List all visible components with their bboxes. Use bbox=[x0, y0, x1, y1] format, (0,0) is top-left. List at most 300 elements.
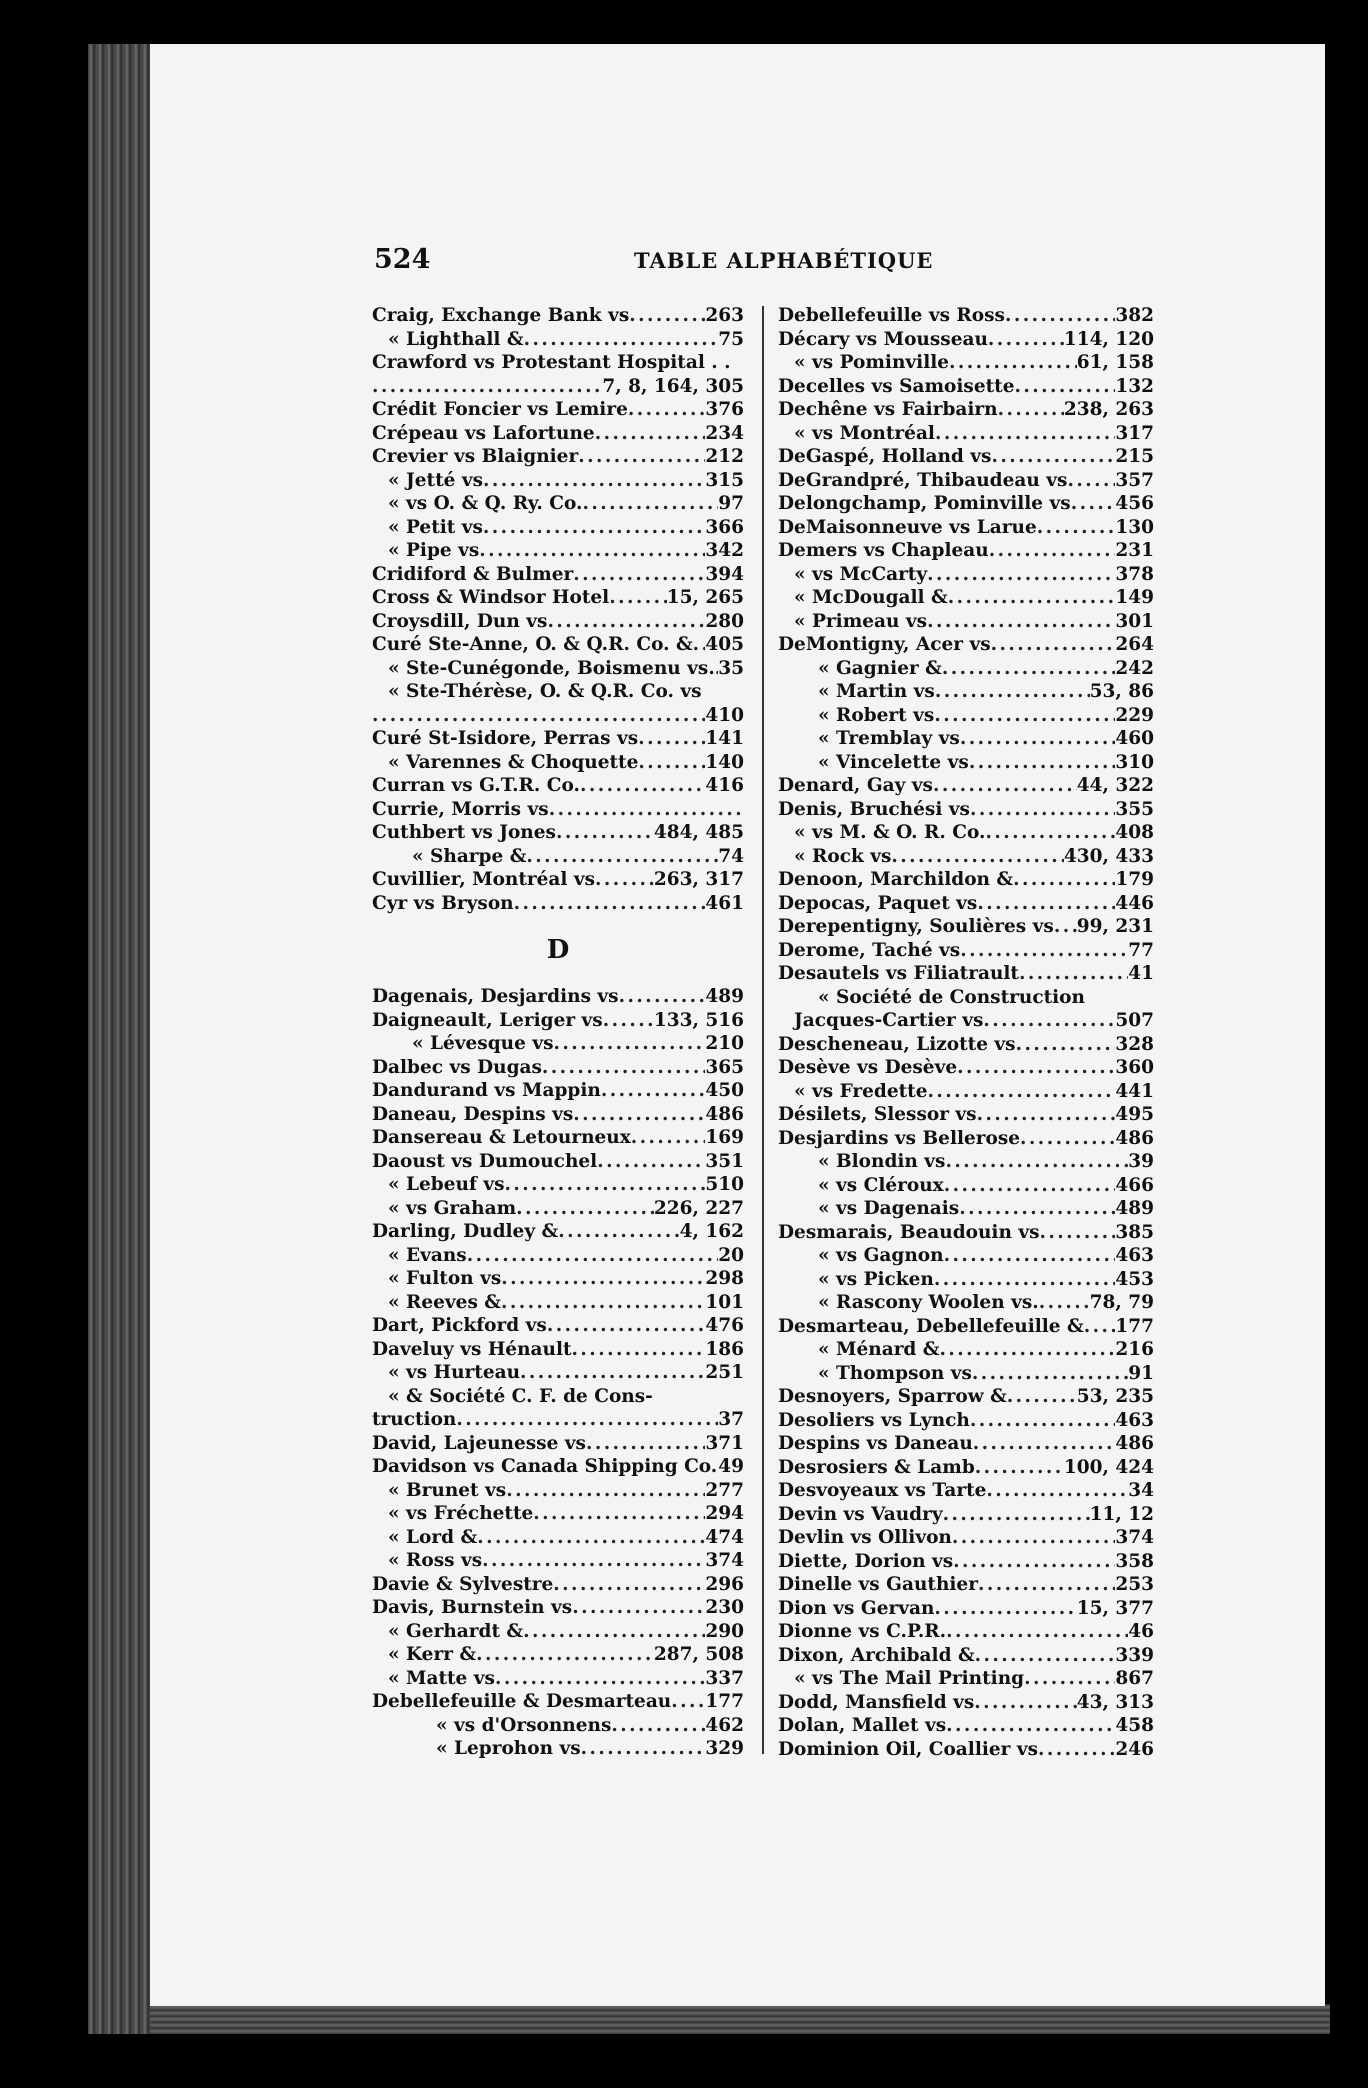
entry-page-ref: 20 bbox=[718, 1244, 744, 1266]
entry-page-ref: 486 bbox=[1115, 1433, 1154, 1454]
entry-page-ref: 242 bbox=[1115, 657, 1154, 679]
entry-label: DeGrandpré, Thibaudeau vs bbox=[778, 469, 1068, 491]
index-entry bbox=[778, 1338, 1154, 1362]
leader-dots bbox=[547, 1314, 706, 1338]
index-entry bbox=[372, 1150, 744, 1174]
entry-page-ref: 133, 516 bbox=[653, 1009, 744, 1031]
running-title: TABLE ALPHABÉTIQUE bbox=[634, 248, 934, 273]
leader-dots bbox=[597, 1150, 705, 1174]
leader-dots bbox=[582, 492, 718, 516]
index-entry bbox=[372, 1714, 744, 1738]
entry-label: Delongchamp, Pominville vs bbox=[778, 493, 1071, 514]
entry-label: Crépeau vs Lafortune bbox=[372, 422, 595, 444]
page-number: 524 bbox=[374, 244, 431, 275]
leader-dots bbox=[986, 1479, 1128, 1503]
entry-page-ref: 149 bbox=[1115, 587, 1154, 608]
entry-page-ref: 337 bbox=[705, 1667, 744, 1689]
entry-page-ref: 462 bbox=[705, 1714, 744, 1736]
index-entry bbox=[778, 1691, 1154, 1715]
index-entry bbox=[372, 680, 744, 704]
index-entry bbox=[372, 610, 744, 634]
index-entry bbox=[778, 774, 1154, 798]
index-entry bbox=[372, 1643, 744, 1667]
entry-label: Davis, Burnstein vs bbox=[372, 1597, 573, 1618]
index-entry bbox=[372, 422, 744, 446]
index-entry bbox=[778, 328, 1154, 352]
leader-dots bbox=[556, 821, 654, 845]
entry-label: « Lord & bbox=[388, 1526, 478, 1548]
entry-label: « vs Cléroux bbox=[818, 1174, 944, 1196]
entry-page-ref: 97 bbox=[718, 493, 744, 514]
index-entry bbox=[372, 1009, 744, 1033]
entry-page-ref: 486 bbox=[705, 1103, 744, 1125]
entry-label: « Pipe vs bbox=[388, 540, 480, 561]
entry-label: « vs Fredette bbox=[794, 1080, 928, 1102]
index-entry bbox=[372, 1220, 744, 1244]
entry-label: Desmarteau, Debellefeuille & bbox=[778, 1315, 1084, 1337]
entry-page-ref: 358 bbox=[1115, 1550, 1154, 1572]
leader-dots bbox=[1054, 915, 1077, 939]
entry-label: « Robert vs bbox=[818, 704, 935, 726]
entry-page-ref: 296 bbox=[705, 1573, 744, 1595]
entry-page-ref: 360 bbox=[1115, 1057, 1154, 1078]
entry-page-ref: 287, 508 bbox=[653, 1644, 744, 1665]
index-entry bbox=[372, 1291, 744, 1315]
entry-label: « Ste-Cunégonde, Boismenu vs. bbox=[388, 657, 715, 679]
entry-label: Debellefeuille vs Ross bbox=[778, 305, 1005, 326]
entry-label: Cross & Windsor Hotel bbox=[372, 587, 610, 608]
entry-label: « Rascony Woolen vs. bbox=[818, 1292, 1039, 1313]
leader-dots bbox=[952, 1526, 1116, 1550]
leader-dots bbox=[945, 1150, 1128, 1174]
leader-dots bbox=[629, 304, 705, 328]
entry-page-ref: 394 bbox=[705, 563, 744, 585]
index-entry bbox=[372, 727, 744, 751]
leader-dots bbox=[974, 1691, 1076, 1715]
entry-label: Dixon, Archibald & bbox=[778, 1644, 975, 1666]
entry-page-ref: 263, 317 bbox=[653, 869, 744, 890]
entry-label: « vs Hurteau bbox=[388, 1362, 521, 1383]
entry-page-ref: 374 bbox=[1115, 1527, 1154, 1548]
leader-dots bbox=[973, 1432, 1116, 1456]
entry-label: Crevier vs Blaignier bbox=[372, 446, 579, 467]
entry-page-ref: 301 bbox=[1115, 610, 1154, 632]
entry-page-ref: 351 bbox=[705, 1150, 744, 1172]
leader-dots bbox=[927, 563, 1115, 587]
index-entry bbox=[778, 845, 1154, 869]
index-entry bbox=[778, 1597, 1154, 1621]
entry-label: « Lighthall & bbox=[388, 328, 524, 350]
entry-page-ref: 298 bbox=[705, 1268, 744, 1289]
leader-dots bbox=[946, 1714, 1115, 1738]
leader-dots bbox=[959, 1197, 1115, 1221]
index-entry bbox=[778, 610, 1154, 634]
index-entry bbox=[778, 1409, 1154, 1433]
leader-dots bbox=[944, 1244, 1116, 1268]
leader-dots bbox=[891, 845, 1063, 869]
leader-dots bbox=[586, 1432, 705, 1456]
index-entry bbox=[372, 1737, 744, 1761]
entry-page-ref: 130 bbox=[1115, 516, 1154, 538]
index-entry bbox=[372, 751, 744, 775]
entry-label: Curran vs G.T.R. Co. bbox=[372, 775, 580, 796]
index-entry bbox=[372, 1455, 744, 1479]
index-entry bbox=[778, 1385, 1154, 1409]
leader-dots bbox=[1039, 1291, 1090, 1315]
entry-label: « vs Gagnon bbox=[818, 1245, 944, 1266]
index-entry bbox=[372, 985, 744, 1009]
leader-dots bbox=[988, 328, 1064, 352]
entry-label: Davidson vs Canada Shipping Co. bbox=[372, 1456, 718, 1477]
leader-dots bbox=[671, 1690, 705, 1714]
entry-page-ref: 15, 265 bbox=[666, 587, 744, 608]
entry-page-ref: 339 bbox=[1115, 1644, 1154, 1666]
entry-page-ref: 453 bbox=[1115, 1268, 1154, 1290]
entry-label: Dominion Oil, Coallier vs bbox=[778, 1738, 1039, 1760]
leader-dots bbox=[477, 1526, 705, 1550]
entry-label: « Brunet vs bbox=[388, 1479, 507, 1501]
leader-dots bbox=[960, 727, 1116, 751]
entry-page-ref: 43, 313 bbox=[1076, 1691, 1154, 1713]
leader-dots bbox=[631, 1126, 706, 1150]
entry-page-ref: 132 bbox=[1115, 375, 1154, 397]
index-entry bbox=[372, 798, 744, 822]
entry-page-ref: 15, 377 bbox=[1076, 1597, 1154, 1619]
entry-label: truction bbox=[372, 1409, 457, 1430]
index-entry bbox=[372, 492, 744, 516]
index-entry bbox=[372, 1244, 744, 1268]
entry-label: Desnoyers, Sparrow & bbox=[778, 1386, 1007, 1407]
leader-dots bbox=[467, 1244, 719, 1268]
entry-label: « Evans bbox=[388, 1244, 467, 1266]
entry-page-ref: 328 bbox=[1115, 1033, 1154, 1055]
entry-label: Cridiford & Bulmer bbox=[372, 563, 574, 585]
leader-dots bbox=[628, 398, 706, 422]
leader-dots bbox=[934, 704, 1115, 728]
index-entry bbox=[372, 1573, 744, 1597]
index-entry bbox=[778, 962, 1154, 986]
leader-dots bbox=[516, 1197, 654, 1221]
index-entry bbox=[372, 1197, 744, 1221]
entry-label: « vs McCarty bbox=[794, 563, 928, 585]
entry-page-ref: 7, 8, 164, 305 bbox=[602, 375, 744, 397]
index-entry bbox=[778, 1456, 1154, 1480]
leader-dots bbox=[927, 610, 1115, 634]
entry-page-ref: 212 bbox=[705, 446, 744, 467]
entry-label: Dion vs Gervan bbox=[778, 1597, 935, 1619]
section-letter: D bbox=[546, 935, 570, 965]
index-entry bbox=[372, 304, 744, 328]
entry-label: « Fulton vs bbox=[388, 1268, 502, 1289]
leader-dots bbox=[549, 798, 744, 822]
entry-page-ref: 430, 433 bbox=[1063, 845, 1154, 867]
entry-label: « Société de Construction bbox=[818, 986, 1085, 1008]
leader-dots bbox=[975, 1644, 1116, 1668]
index-entry bbox=[778, 1550, 1154, 1574]
leader-dots bbox=[595, 868, 654, 892]
entry-page-ref: 49 bbox=[718, 1456, 744, 1477]
entry-page-ref: 75 bbox=[718, 328, 744, 350]
leader-dots bbox=[619, 985, 706, 1009]
entry-label: Currie, Morris vs bbox=[372, 798, 549, 820]
entry-label: Daoust vs Dumouchel bbox=[372, 1150, 598, 1172]
entry-label: « vs The Mail Printing bbox=[794, 1668, 1025, 1689]
leader-dots bbox=[935, 422, 1115, 446]
index-entry bbox=[778, 939, 1154, 963]
leader-dots bbox=[970, 1409, 1116, 1433]
index-entry bbox=[778, 821, 1154, 845]
entry-label: Daneau, Despins vs bbox=[372, 1103, 574, 1125]
entry-page-ref: 484, 485 bbox=[653, 822, 744, 843]
leader-dots bbox=[580, 774, 705, 798]
leader-dots bbox=[553, 1573, 705, 1597]
entry-page-ref: 489 bbox=[705, 986, 744, 1007]
entry-page-ref: 177 bbox=[705, 1691, 744, 1712]
index-entry bbox=[778, 422, 1154, 446]
entry-page-ref: 35 bbox=[718, 657, 744, 679]
index-entry bbox=[778, 1526, 1154, 1550]
column-divider bbox=[762, 306, 764, 1754]
entry-page-ref: 365 bbox=[705, 1056, 744, 1078]
leader-dots bbox=[506, 1479, 705, 1503]
entry-label: « Vincelette vs bbox=[818, 751, 969, 773]
entry-page-ref: 37 bbox=[718, 1409, 744, 1430]
entry-label: « Reeves & bbox=[388, 1291, 501, 1313]
index-entry bbox=[372, 1479, 744, 1503]
leader-dots bbox=[573, 1103, 705, 1127]
entry-page-ref: 141 bbox=[705, 728, 744, 749]
entry-label: « Sharpe & bbox=[412, 845, 527, 867]
index-entry bbox=[778, 563, 1154, 587]
index-entry bbox=[372, 657, 744, 681]
entry-label: Devin vs Vaudry bbox=[778, 1503, 943, 1525]
entry-label: Davie & Sylvestre bbox=[372, 1573, 554, 1595]
entry-label: « Tremblay vs bbox=[818, 728, 960, 749]
index-entry bbox=[372, 1432, 744, 1456]
entry-page-ref: 317 bbox=[1115, 422, 1154, 444]
entry-label: Desrosiers & Lamb bbox=[778, 1456, 975, 1478]
entry-label: Désilets, Slessor vs bbox=[778, 1104, 977, 1125]
index-entry bbox=[778, 892, 1154, 916]
entry-label: Cuvillier, Montréal vs bbox=[372, 869, 596, 890]
entry-label: Desvoyeaux vs Tarte bbox=[778, 1480, 987, 1501]
entry-label: Craig, Exchange Bank vs bbox=[372, 305, 630, 326]
entry-page-ref: 238, 263 bbox=[1063, 399, 1154, 420]
leader-dots bbox=[533, 1502, 705, 1526]
leader-dots bbox=[1005, 304, 1115, 328]
entry-page-ref: 446 bbox=[1115, 892, 1154, 914]
leader-dots bbox=[985, 821, 1115, 845]
entry-label: Desoliers vs Lynch bbox=[778, 1409, 970, 1431]
leader-dots bbox=[1013, 868, 1115, 892]
index-entry bbox=[778, 1033, 1154, 1057]
leader-dots bbox=[960, 939, 1128, 963]
entry-page-ref: 74 bbox=[718, 845, 744, 867]
index-entry bbox=[778, 798, 1154, 822]
entry-label: DeMontigny, Acer vs bbox=[778, 634, 991, 655]
entry-label: « Matte vs bbox=[388, 1667, 495, 1689]
leader-dots bbox=[520, 1361, 705, 1385]
entry-label: « vs Fréchette bbox=[388, 1503, 534, 1524]
leader-dots bbox=[935, 680, 1090, 704]
index-entry bbox=[778, 1221, 1154, 1245]
leader-dots bbox=[1014, 375, 1115, 399]
entry-label: « Rock vs bbox=[794, 845, 892, 867]
entry-label: Dagenais, Desjardins vs bbox=[372, 986, 619, 1007]
entry-page-ref: 441 bbox=[1115, 1080, 1154, 1102]
entry-page-ref: 329 bbox=[705, 1738, 744, 1759]
index-entry bbox=[372, 516, 744, 540]
entry-page-ref: 315 bbox=[705, 469, 744, 491]
entry-label: Dansereau & Letourneux bbox=[372, 1127, 631, 1148]
entry-page-ref: 177 bbox=[1115, 1315, 1154, 1337]
entry-label: « vs Montréal bbox=[794, 422, 935, 444]
leader-dots bbox=[977, 1103, 1116, 1127]
entry-label: David, Lajeunesse vs bbox=[372, 1432, 586, 1454]
index-entry bbox=[778, 1009, 1154, 1033]
leader-dots bbox=[1019, 962, 1128, 986]
entry-label: « & Société C. F. de Cons- bbox=[388, 1385, 653, 1407]
leader-dots bbox=[989, 539, 1116, 563]
leader-dots bbox=[524, 328, 719, 352]
entry-page-ref: 416 bbox=[705, 775, 744, 796]
leader-dots bbox=[969, 751, 1116, 775]
leader-dots bbox=[638, 727, 705, 751]
index-entry bbox=[778, 868, 1154, 892]
entry-label: DeGaspé, Holland vs bbox=[778, 446, 992, 467]
entry-label: « vs Picken bbox=[818, 1268, 934, 1290]
entry-label: Dodd, Mansfield vs bbox=[778, 1691, 975, 1713]
leader-dots bbox=[638, 751, 705, 775]
index-entry bbox=[372, 1103, 744, 1127]
entry-page-ref: 77 bbox=[1128, 939, 1154, 961]
entry-page-ref: 410 bbox=[705, 704, 744, 726]
entry-page-ref: 510 bbox=[705, 1174, 744, 1195]
entry-page-ref: 486 bbox=[1115, 1127, 1154, 1149]
entry-page-ref: 357 bbox=[1115, 469, 1154, 491]
leader-dots bbox=[372, 704, 705, 728]
entry-label: « Gagnier & bbox=[818, 657, 942, 679]
entry-label: Dandurand vs Mappin bbox=[372, 1080, 601, 1101]
entry-page-ref: 408 bbox=[1115, 822, 1154, 843]
leader-dots bbox=[501, 1291, 705, 1315]
index-entry bbox=[778, 492, 1154, 516]
index-entry bbox=[778, 1573, 1154, 1597]
entry-page-ref: 114, 120 bbox=[1063, 328, 1154, 350]
entry-page-ref: 355 bbox=[1115, 798, 1154, 820]
entry-label: « Primeau vs bbox=[794, 610, 928, 632]
entry-label: Dinelle vs Gauthier bbox=[778, 1574, 978, 1595]
index-entry bbox=[778, 1315, 1154, 1339]
index-entry bbox=[778, 1362, 1154, 1386]
entry-page-ref: 78, 79 bbox=[1089, 1292, 1154, 1313]
entry-page-ref: 226, 227 bbox=[653, 1197, 744, 1219]
entry-page-ref: 39 bbox=[1128, 1151, 1154, 1172]
entry-label: Croysdill, Dun vs bbox=[372, 610, 548, 632]
index-entry bbox=[778, 1667, 1154, 1691]
index-entry bbox=[372, 1338, 744, 1362]
entry-page-ref: 378 bbox=[1115, 563, 1154, 585]
entry-label: Cyr vs Bryson bbox=[372, 892, 514, 914]
leader-dots bbox=[975, 1456, 1064, 1480]
entry-label: Daigneault, Leriger vs bbox=[372, 1009, 603, 1031]
entry-page-ref: 230 bbox=[705, 1597, 744, 1618]
index-entry bbox=[372, 445, 744, 469]
leader-dots bbox=[1040, 1221, 1116, 1245]
entry-label: « vs Dagenais bbox=[818, 1198, 960, 1219]
leader-dots bbox=[578, 445, 705, 469]
leader-dots bbox=[572, 1596, 705, 1620]
entry-label: « Varennes & Choquette bbox=[388, 751, 639, 773]
leader-dots bbox=[942, 657, 1116, 681]
entry-page-ref: 251 bbox=[705, 1362, 744, 1383]
entry-page-ref: 53, 235 bbox=[1076, 1386, 1154, 1407]
index-entry bbox=[778, 1432, 1154, 1456]
entry-label: « vs M. & O. R. Co. bbox=[794, 822, 986, 843]
entry-label: Crédit Foncier vs Lemire bbox=[372, 399, 628, 420]
entry-label: Dolan, Mallet vs bbox=[778, 1715, 947, 1736]
entry-label: Crawford vs Protestant Hospital . . bbox=[372, 352, 731, 373]
entry-label: Denoon, Marchildon & bbox=[778, 869, 1014, 890]
entry-page-ref: 229 bbox=[1115, 704, 1154, 726]
leader-dots bbox=[542, 1056, 705, 1080]
leader-dots bbox=[603, 1009, 654, 1033]
index-entry bbox=[778, 304, 1154, 328]
leader-dots bbox=[693, 633, 706, 657]
index-entry bbox=[778, 751, 1154, 775]
index-entry bbox=[372, 1596, 744, 1620]
entry-page-ref: 140 bbox=[705, 751, 744, 773]
entry-label: Dechêne vs Fairbairn bbox=[778, 399, 998, 420]
index-entry bbox=[778, 657, 1154, 681]
entry-page-ref: 294 bbox=[705, 1503, 744, 1524]
entry-label: « Ste-Thérèse, O. & Q.R. Co. vs bbox=[388, 681, 702, 702]
index-entry bbox=[778, 1644, 1154, 1668]
entry-page-ref: 489 bbox=[1115, 1198, 1154, 1219]
entry-page-ref: 186 bbox=[705, 1338, 744, 1360]
leader-dots bbox=[933, 774, 1077, 798]
index-entry bbox=[778, 680, 1154, 704]
leader-dots bbox=[483, 469, 705, 493]
index-entry bbox=[778, 1174, 1154, 1198]
index-entry bbox=[372, 1526, 744, 1550]
index-entry bbox=[372, 1361, 744, 1385]
entry-label: Denard, Gay vs bbox=[778, 775, 933, 796]
entry-page-ref: 101 bbox=[705, 1291, 744, 1313]
entry-page-ref: 280 bbox=[705, 610, 744, 632]
index-entry bbox=[778, 727, 1154, 751]
entry-label: « vs O. & Q. Ry. Co. bbox=[388, 493, 583, 514]
leader-dots bbox=[1024, 1667, 1115, 1691]
leader-dots bbox=[1038, 1738, 1115, 1762]
leader-dots bbox=[601, 1079, 706, 1103]
entry-label: Jacques-Cartier vs bbox=[794, 1010, 984, 1031]
index-entry bbox=[778, 1738, 1154, 1762]
leader-dots bbox=[949, 351, 1077, 375]
entry-page-ref: 466 bbox=[1115, 1174, 1154, 1196]
leader-dots bbox=[1016, 1033, 1116, 1057]
entry-label: Diette, Dorion vs bbox=[778, 1550, 954, 1572]
entry-page-ref: 371 bbox=[705, 1432, 744, 1454]
index-entry bbox=[372, 1056, 744, 1080]
leader-dots bbox=[609, 586, 667, 610]
leader-dots bbox=[372, 375, 602, 399]
leader-dots bbox=[991, 633, 1116, 657]
entry-page-ref: 4, 162 bbox=[679, 1221, 744, 1242]
index-column-right bbox=[778, 304, 1154, 1761]
leader-dots bbox=[456, 1408, 718, 1432]
leader-dots bbox=[972, 1362, 1128, 1386]
